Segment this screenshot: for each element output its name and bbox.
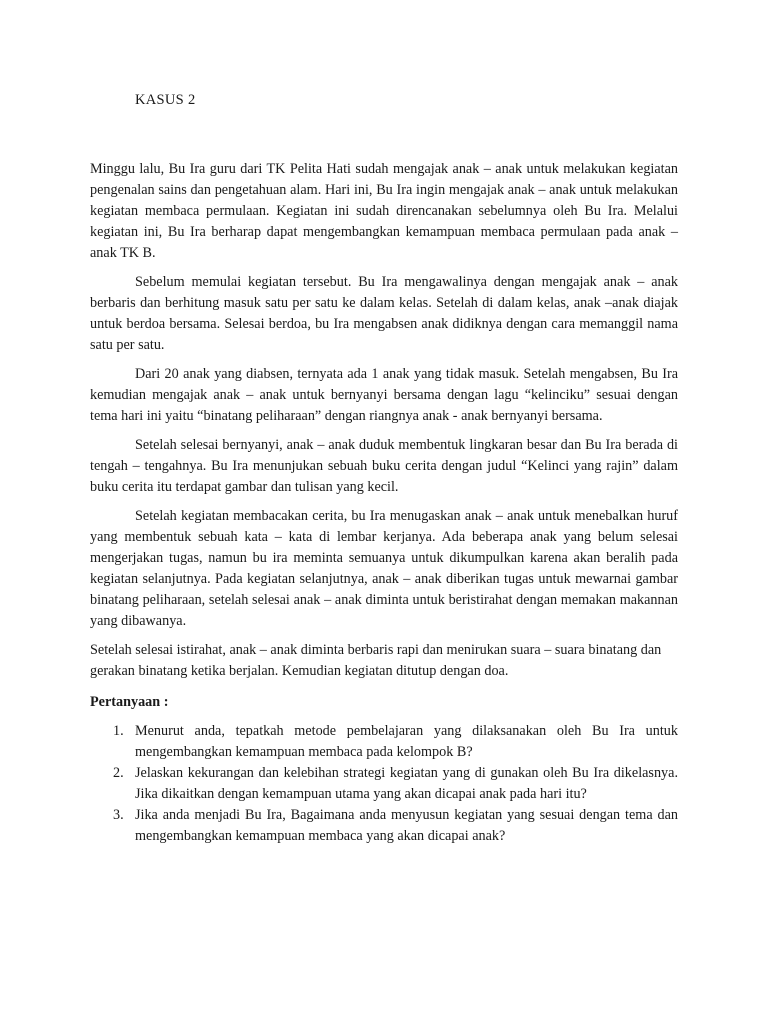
question-number: 1. (113, 723, 124, 739)
document-title: KASUS 2 (135, 92, 196, 108)
paragraph-4: Setelah selesai bernyanyi, anak – anak duduk membentuk lingkaran besar dan Bu Ira berada di tengah – tengahnya. Bu Ira menunjukan sebuah buku cerita dengan judul “Kelinci yang rajin” dalam buku cerita itu terdapat gambar dan tulisan yang kecil. (90, 437, 678, 495)
question-text: Jika anda menjadi Bu Ira, Bagaimana anda menyusun kegiatan yang sesuai dengan tema dan mengembangkan kemampuan membaca yang akan dicapai anak? (135, 807, 678, 844)
document-body (90, 159, 678, 847)
questions-list (90, 721, 678, 847)
paragraph-3: Dari 20 anak yang diabsen, ternyata ada 1 anak yang tidak masuk. Setelah mengabsen, Bu Ira kemudian mengajak anak – anak untuk bernyanyi bersama dengan lagu “kelinciku” sesuai dengan tema hari ini yaitu “binatang peliharaan” dengan riangnya anak - anak bernyanyi bersama. (90, 366, 678, 424)
question-item (90, 763, 678, 805)
paragraph-6: Setelah selesai istirahat, anak – anak diminta berbaris rapi dan menirukan suara – suara binatang dan gerakan binatang ketika berjalan. Kemudian kegiatan ditutup dengan doa. (90, 642, 662, 679)
question-number: 2. (113, 765, 124, 781)
question-text: Menurut anda, tepatkah metode pembelajaran yang dilaksanakan oleh Bu Ira untuk mengembangkan kemampuan membaca pada kelompok B? (135, 723, 678, 760)
question-number: 3. (113, 807, 124, 823)
paragraph-5: Setelah kegiatan membacakan cerita, bu Ira menugaskan anak – anak untuk menebalkan huruf yang membentuk sebuah kata – kata di lembar kerjanya. Ada beberapa anak yang belum selesai mengerjakan tugas, namun bu ira meminta semuanya untuk dikumpulkan karena akan beralih pada kegiatan selanjutnya. Pada kegiatan selanjutnya, anak – anak diberikan tugas untuk mewarnai gambar binatang peliharaan, setelah selesai anak – anak diminta untuk beristirahat dengan memakan makannan yang dibawanya. (90, 508, 678, 629)
question-item (90, 805, 678, 847)
paragraph-2: Sebelum memulai kegiatan tersebut. Bu Ira mengawalinya dengan mengajak anak – anak berbaris dan berhitung masuk satu per satu ke dalam kelas. Setelah di dalam kelas, anak –anak diajak untuk berdoa bersama. Selesai berdoa, bu Ira mengabsen anak didiknya dengan cara memanggil nama satu per satu. (90, 274, 678, 353)
question-text: Jelaskan kekurangan dan kelebihan strategi kegiatan yang di gunakan oleh Bu Ira dikelasnya. Jika dikaitkan dengan kemampuan utama yang akan dicapai anak pada hari itu? (135, 765, 678, 802)
paragraph-1: Minggu lalu, Bu Ira guru dari TK Pelita Hati sudah mengajak anak – anak untuk melakukan kegiatan pengenalan sains dan pengetahuan alam. Hari ini, Bu Ira ingin mengajak anak – anak untuk melakukan kegiatan membaca permulaan. Kegiatan ini sudah direncanakan sebelumnya oleh Bu Ira. Melalui kegiatan ini, Bu Ira berharap dapat mengembangkan kemampuan membaca permulaan pada anak – anak TK B. (90, 161, 678, 261)
question-item (90, 721, 678, 763)
questions-heading: Pertanyaan : (90, 694, 169, 710)
